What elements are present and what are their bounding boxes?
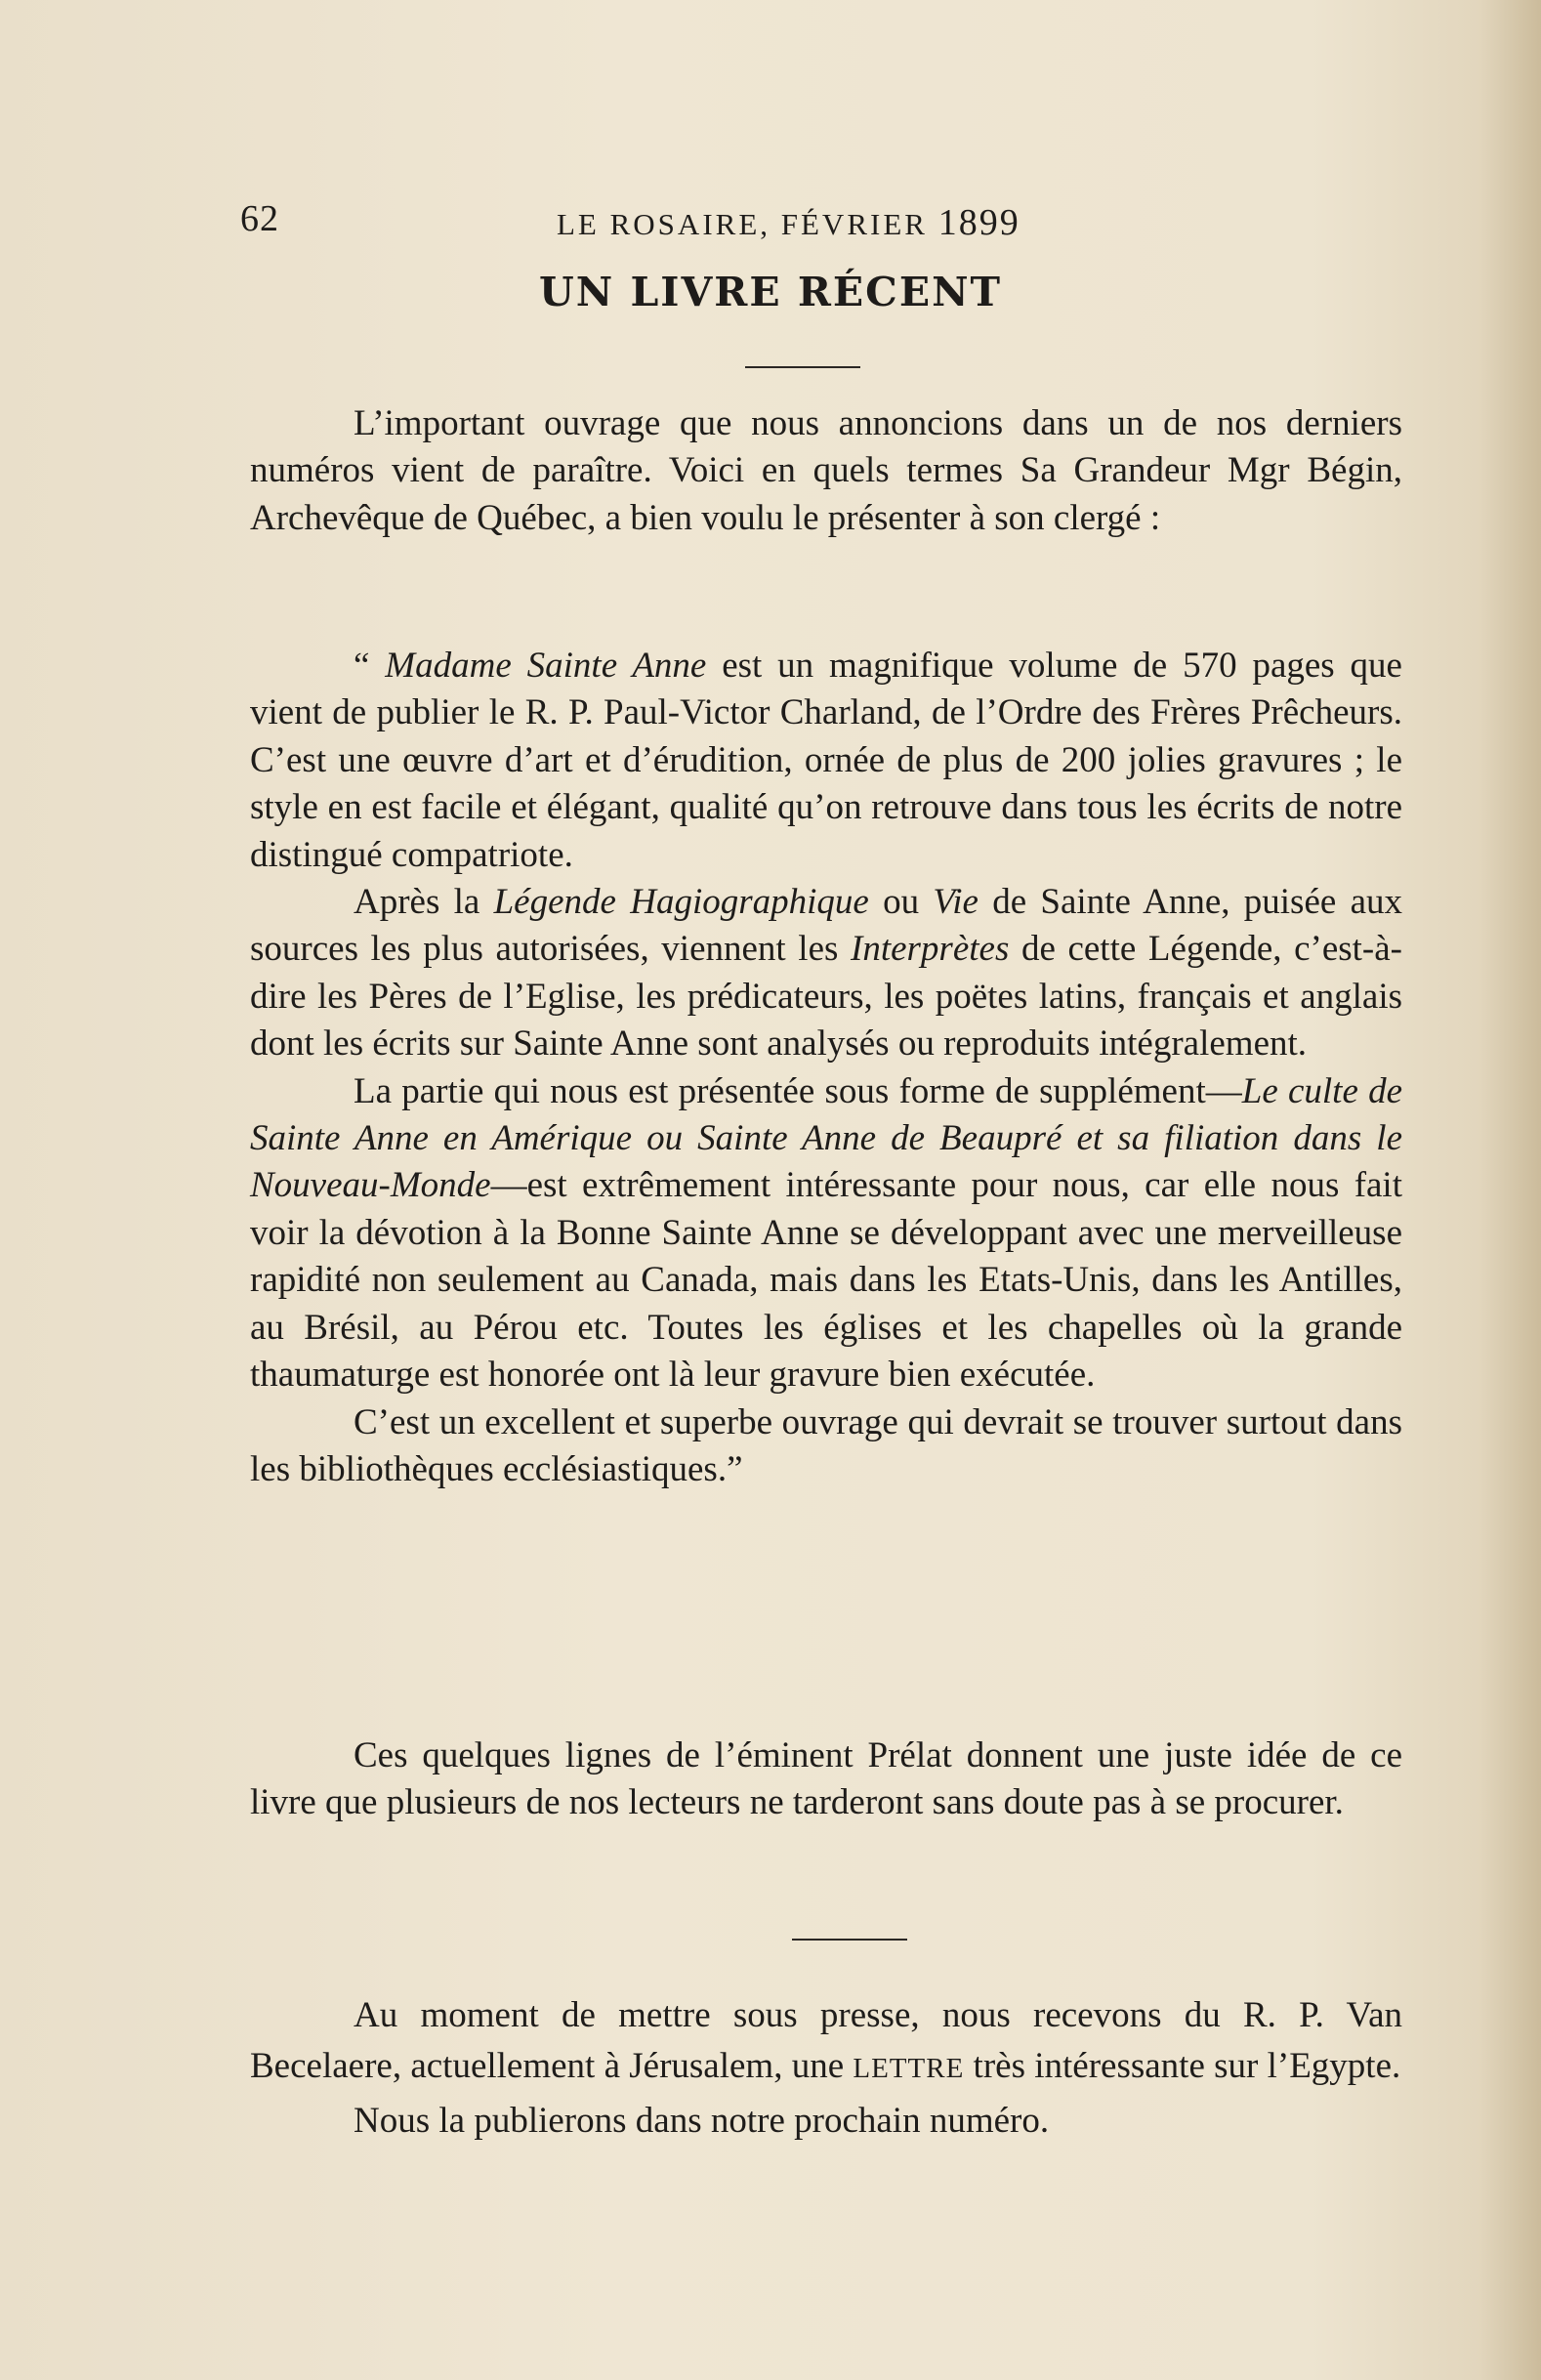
supplement-title: Le culte de Sainte Anne en Amérique ou Sainte Anne de Beaupré et sa filiation dans le Nouveau-Monde <box>250 1070 1402 1206</box>
quote-p2-italic-2: Vie <box>933 882 979 923</box>
notice-text-2: très intéressante sur l’Egypte. <box>964 2046 1401 2086</box>
closing-paragraph: Ces quelques lignes de l’éminent Prélat donnent une juste idée de ce livre que plusieurs de nos lecteurs ne tarderont sans doute pas à se procurer. <box>250 1735 1402 1823</box>
press-notice <box>250 1990 1402 2147</box>
title-divider <box>745 366 860 368</box>
quote-paragraph-4: C’est un excellent et superbe ouvrage qui devrait se trouver surtout dans les bibliothèques ecclésiastiques.” <box>250 1401 1402 1489</box>
quote-p2-text-3: de Sainte Anne, puisée aux sources les plus autorisées, viennent les <box>250 882 1402 970</box>
running-head-text: LE ROSAIRE, FÉVRIER <box>557 207 928 241</box>
article-intro <box>250 400 1402 542</box>
quote-paragraph-1 <box>250 643 1402 879</box>
quote-p2-italic-1: Légende Hagiographique <box>493 882 869 923</box>
quote-p1-text: est un magnifique volume de 570 pages que vient de publier le R. P. Paul-Victor Charland, de l’Ordre des Frères Prêcheurs. C’est une œuvre d’art et d’érudition, ornée de plus de 200 jolies gravures ; le style en est facile et élégant, qualité qu’on retrouve dans tous les écrits de notre distingué compatriote. <box>250 646 1402 875</box>
quote-open-mark: “ <box>354 646 386 686</box>
notice-paragraph <box>250 1990 1402 2094</box>
article-closing <box>250 1733 1402 1827</box>
running-head <box>557 201 1020 244</box>
page-header <box>0 197 1541 256</box>
notice-small-caps: LETTRE <box>853 2053 965 2084</box>
book-title: Madame Sainte Anne <box>385 646 707 686</box>
quote-p2-text-2: ou <box>868 882 934 923</box>
page-number: 62 <box>240 198 279 239</box>
intro-paragraph: L’important ouvrage que nous annoncions dans un de nos derniers numéros vient de paraître. Voici en quels termes Sa Grandeur Mgr Bégin, Archevêque de Québec, a bien voulu le présenter à son clergé : <box>250 403 1402 538</box>
quote-p3-text-2: —est extrêmement intéressante pour nous, car elle nous fait voir la dévotion à la Bonne Sainte Anne se développant avec une merveilleuse rapidité non seulement au Canada, mais dans les Etats-Unis, dans les Antilles, au Brésil, au Pérou etc. Toutes les églises et les chapelles où la grande thaumaturge est honorée ont là leur gravure bien exécutée. <box>250 1165 1402 1396</box>
running-head-year: 1899 <box>937 202 1020 243</box>
quote-p2-text-4: de cette Légende, c’est-à-dire les Pères de l’Eglise, les prédicateurs, les poëtes latins, français et anglais dont les écrits sur Sainte Anne sont analysés ou reproduits intégralement. <box>250 929 1402 1065</box>
article-title: UN LIVRE RÉCENT <box>538 269 1003 315</box>
notice-paragraph-2: Nous la publierons dans notre prochain numéro. <box>354 2101 1050 2141</box>
quote-p2-italic-3: Interprètes <box>851 929 1010 970</box>
section-divider <box>792 1939 907 1941</box>
quote-paragraph-2 <box>250 879 1402 1068</box>
notice-text-1: Au moment de mettre sous presse, nous recevons du R. P. Van Becelaere, actuellement à Jérusalem, une <box>250 1995 1402 2086</box>
quote-paragraph-3 <box>250 1068 1402 1399</box>
archbishop-quote <box>250 643 1402 1493</box>
quote-p2-text-1: Après la <box>354 882 494 923</box>
quote-p3-text-1: La partie qui nous est présentée sous forme de supplément— <box>354 1070 1242 1111</box>
